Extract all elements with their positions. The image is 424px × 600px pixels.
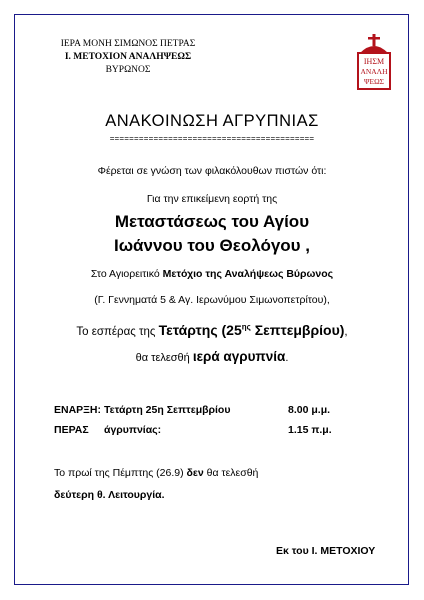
- signature: Εκ του Ι. ΜΕΤΟΧΙΟΥ: [276, 545, 376, 557]
- evening-month: Σεπτεμβρίου): [250, 322, 345, 338]
- end-label: ΠΕΡΑΣ: [54, 424, 89, 436]
- intro-line: Φέρεται σε γνώση των φιλακόλουθων πιστών ότι:: [97, 165, 327, 177]
- evening-line: [0, 322, 424, 338]
- feast-title-line-2: Ιωάννου του Θεολόγου ,: [113, 236, 311, 255]
- location-name: Μετόχιο της Αναλήψεως Βύρωνος: [162, 268, 334, 280]
- end-desc: άγρυπνίας:: [104, 424, 162, 436]
- location-prefix: Στο Αγιορειτικό: [90, 268, 163, 280]
- evening-prefix: Το εσπέρας της: [76, 326, 159, 338]
- location-line: [0, 268, 424, 280]
- vigil-suffix: .: [285, 352, 289, 364]
- evening-ordinal: ης: [241, 322, 251, 332]
- morning-bold: δεν: [186, 467, 204, 479]
- title-separator: ==========================================: [109, 134, 315, 143]
- feast-prefix: Για την επικείμενη εορτή της: [146, 193, 278, 205]
- monastery-seal-icon: [352, 33, 396, 93]
- header-line-2: Ι. ΜΕΤΟΧΙΟΝ ΑΝΑΛΗΨΕΩΣ: [64, 52, 192, 62]
- vigil-line: [0, 349, 424, 364]
- evening-suffix: ,: [344, 326, 348, 338]
- header-line-3: ΒΥΡΩΝΟΣ: [105, 65, 151, 75]
- end-time: 1.15 π.μ.: [288, 424, 332, 436]
- document-title: ΑΝΑΚΟΙΝΩΣΗ ΑΓΡΥΠΝΙΑΣ: [105, 112, 319, 130]
- morning-notice-line-2: δεύτερη θ. Λειτουργία.: [54, 489, 165, 501]
- vigil-name: ιερά αγρυπνία: [192, 349, 286, 364]
- header-line-1: ΙΕΡΑ ΜΟΝΗ ΣΙΜΩΝΟΣ ΠΕΤΡΑΣ: [60, 39, 196, 49]
- start-date: Τετάρτη 25η Σεπτεμβρίου: [104, 404, 231, 416]
- seal-text-3: ΨΕΩΣ: [363, 77, 385, 86]
- morning-prefix: Το πρωί της Πέμπτης (26.9): [54, 467, 187, 479]
- start-label: ΕΝΑΡΞΗ:: [54, 404, 102, 416]
- morning-suffix: θα τελεσθή: [203, 467, 259, 479]
- vigil-prefix: θα τελεσθή: [135, 352, 193, 364]
- seal-text-1: ΙΗΣΜ: [363, 57, 385, 66]
- start-time: 8.00 μ.μ.: [288, 404, 331, 416]
- address-line: (Γ. Γεννηματά 5 & Αγ. Ιερωνύμου Σιμωνοπετρίτου),: [94, 294, 330, 306]
- seal-text-2: ΑΝΑΛΗ: [360, 67, 388, 76]
- feast-title-line-1: Μεταστάσεως του Αγίου: [114, 212, 310, 231]
- monastery-header: [38, 38, 218, 77]
- evening-day: Τετάρτης (25: [158, 322, 242, 338]
- morning-notice-line-1: [54, 467, 258, 479]
